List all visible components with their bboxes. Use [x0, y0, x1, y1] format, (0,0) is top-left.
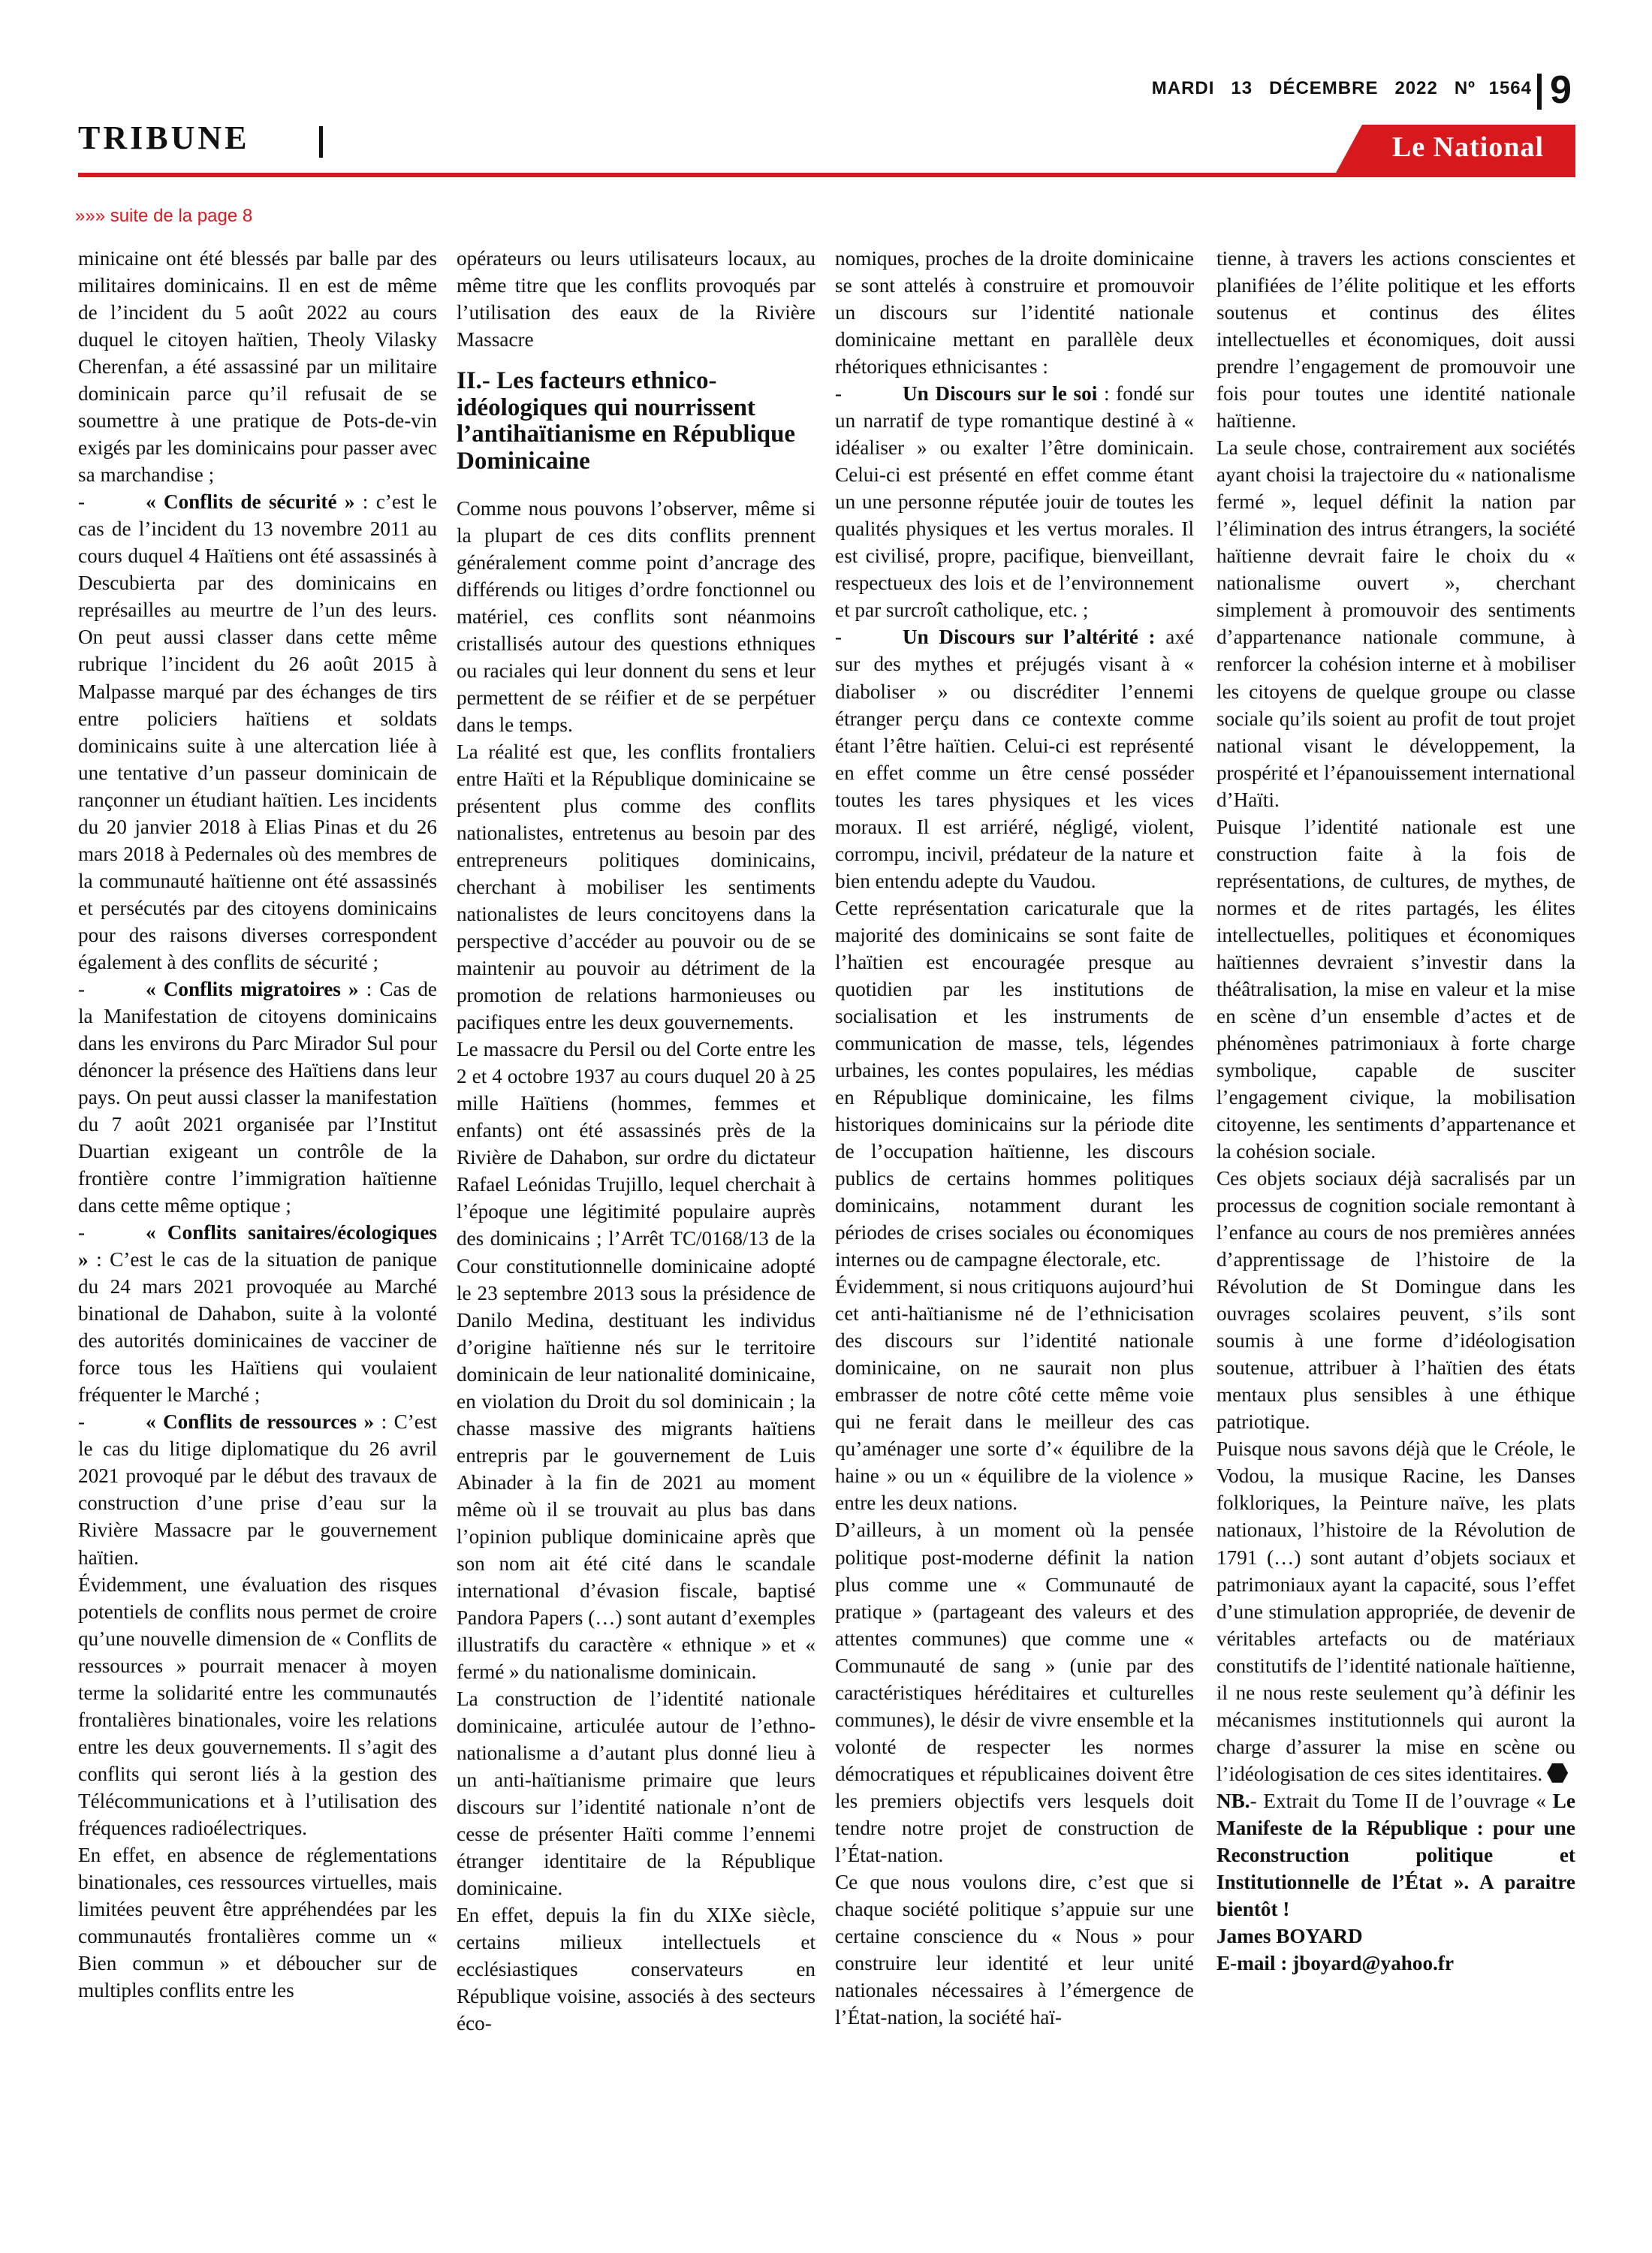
paragraph: La construction de l’identité nationale dominicaine, articulée autour de l’ethno-nationalisme a d’autant plus donné lieu à un anti-haïtianisme primaire que leurs discours sur l’identité nationale n’ont de cesse de présenter Haïti comme l’ennemi étranger identitaire de la République dominicaine. [457, 1687, 815, 1900]
continued-from-link[interactable]: »»» suite de la page 8 [75, 206, 253, 226]
paragraph-final: Puisque nous savons déjà que le Créole, le Vodou, la musique Racine, les Danses folkloriques, la Peinture naïve, les plats nationaux, l’histoire de la Révolution de 1791 (…) sont autant d’objets sociaux et patrimoniaux ayant la capacité, sous l’effet d’une stimulation appropriée, de devenir de véritables artefacts ou de matériaux constitutifs de l’identité nationale haïtienne, il ne nous reste seulement qu’à définir les mécanismes institutionnels qui auront la charge d’assurer la mise en scène ou l’idéologisation de ces sites identitaires. [1216, 1437, 1575, 1785]
book-title: Le Manifeste de la République : pour une Reconstruction politique et Institutionnelle de l’État ». A paraitre bientôt ! [1216, 1789, 1575, 1920]
paragraph: opérateurs ou leurs utilisateurs locaux, au même titre que les conflits provoqués par l’utilisation des eaux de la Rivière Massacre [457, 247, 815, 351]
bullet-self-discourse: - Un Discours sur le soi : fondé sur un narratif de type romantique destiné à « idéaliser » ou exalter l’être dominicain. Celui-ci est présenté en effet comme étant un une personne réputée jouir de toutes les qualités physiques et les vertus morales. Il est civilisé, propre, pacifique, bienveillant, respectueux des lois et de l’environnement et par surcroît catholique, etc. ; [835, 382, 1194, 622]
dateline [1051, 78, 1532, 99]
date-day: MARDI [1151, 78, 1215, 98]
bullet-label: « Conflits sanitaires/écologiques » [78, 1221, 437, 1271]
bullet-text: : C’est le cas de la situation de panique du 24 mars 2021 provoquée au Marché binational de Dahabon, suite à la volonté des autorités dominicaines de vacciner de force tous les Haïtiens qui voulaient fréquenter le Marché ; [78, 1248, 437, 1407]
article-column-2 [457, 245, 815, 2037]
article-column-3 [835, 245, 1194, 2031]
paragraph: minicaine ont été blessés par balle par des militaires dominicains. Il en est de même de l’incident du 5 août 2022 au cours duquel le citoyen haïtien, Theoly Vilasky Cherenfan, a été assassiné par un militaire dominicain parce qu’il refusait de se soumettre à une pratique de Pots-de-vin exigés par les dominicains pour passer avec sa marchandise ; [78, 247, 437, 487]
author-signature [1216, 1923, 1575, 1977]
section-heading: II.- Les facteurs ethnico-idéologiques qui nourrissent l’antihaïtianisme en République Dominicaine [457, 367, 796, 475]
author-email[interactable]: E-mail : jboyard@yahoo.fr [1216, 1951, 1455, 1974]
nb-note [1216, 1787, 1575, 1923]
paragraph: Cette représentation caricaturale que la majorité des dominicains se sont faite de l’haïtien est encouragée presque au quotidien par les institutions de socialisation et les instruments de communication de masse, tels, légendes urbaines, les contes populaires, les médias en République dominicaine, les films historiques dominicains sur la période dite de l’occupation haïtienne, les discours publics de certains hommes politiques dominicains, notamment durant les périodes de crises sociales ou économiques internes ou de campagne électorale, etc. [835, 896, 1194, 1271]
nb-text: - Extrait du Tome II de l’ouvrage « [1250, 1789, 1553, 1812]
header-rule [78, 173, 1575, 177]
brand-name: Le National [1391, 131, 1545, 163]
date-month: DÉCEMBRE [1269, 78, 1379, 98]
issue-number: Nº 1564 [1454, 78, 1532, 98]
bullet-security-conflicts: - « Conflits de sécurité » : c’est le cas de l’incident du 13 novembre 2011 au cours duquel 4 Haïtiens ont été assassinés à Descubierta par des dominicains en représailles au meurtre de l’un des leurs. On peut aussi classer dans cette même rubrique l’incident du 26 août 2015 à Malpasse marqué par des échanges de tirs entre policiers haïtiens et soldats dominicains suite à une altercation liée à une tentative d’un passeur dominicain de rançonner un étudiant haïtien. Les incidents du 20 janvier 2018 à Elias Pinas et du 26 mars 2018 à Pedernales où des membres de la communauté haïtienne ont été assassinés et persécutés par des citoyens dominicains pour des raisons diverses correspondent également à des conflits de sécurité ; [78, 490, 437, 973]
paragraph: Évidemment, si nous critiquons aujourd’hui cet anti-haïtianisme né de l’ethnicisation des discours sur l’identité nationale dominicaine, on ne saurait non plus embrasser de notre côté cette même voie qui ne ferait dans le meilleur des cas qu’aménager une sorte d’« équilibre de la haine » ou un « équilibre de la violence » entre les deux nations. [835, 1275, 1194, 1515]
paragraph: En effet, depuis la fin du XIXe siècle, certains milieux intellectuels et ecclésiastiques conservateurs en République voisine, associés à des secteurs éco- [457, 1904, 815, 2035]
paragraph: tienne, à travers les actions conscientes et planifiées de l’élite politique et les efforts soutenus et continus des élites intellectuelles et économiques, doit aussi prendre l’engagement de promouvoir une fois pour toutes une identité nationale haïtienne. [1216, 247, 1575, 433]
bullet-label: Un Discours sur l’altérité : [903, 626, 1156, 649]
bullet-label: Un Discours sur le soi [903, 382, 1098, 406]
nb-label: NB. [1216, 1789, 1250, 1812]
author-name: James BOYARD [1216, 1924, 1363, 1947]
bullet-text: : c’est le cas de l’incident du 13 novembre 2011 au cours duquel 4 Haïtiens ont été assassinés à Descubierta par des dominicains en représailles au meurtre de l’un des leurs. On peut aussi classer dans cette même rubrique l’incident du 26 août 2015 à Malpasse marqué par des échanges de tirs entre policiers haïtiens et soldats dominicains suite à une altercation liée à une tentative d’un passeur dominicain de rançonner un étudiant haïtien. Les incidents du 20 janvier 2018 à Elias Pinas et du 26 mars 2018 à Pedernales où des membres de la communauté haïtienne ont été assassinés et persécutés par des citoyens dominicains pour des raisons diverses correspondent également à des conflits de sécurité ; [78, 490, 437, 973]
paragraph: Comme nous pouvons l’observer, même si la plupart de ces dits conflits prennent généralement comme point d’ancrage des différends ou litiges d’ordre fonctionnel ou matériel, ces conflits sont néanmoins cristallisés autour des questions ethniques ou raciales qui leur donnent du sens et leur permettent de se réifier et de se perpétuer dans le temps. [457, 496, 815, 736]
paragraph: Ce que nous voulons dire, c’est que si chaque société politique s’appuie sur une certaine conscience du « Nous » pour construire leur identité et leur unité nationales nécessaires à l’émergence de l’État-nation, la société haï- [835, 1870, 1194, 2029]
bullet-text: : C’est le cas du litige diplomatique du 26 avril 2021 provoqué par le début des travaux de construction d’une prise d’eau sur la Rivière Massacre par le gouvernement haïtien. [78, 1410, 437, 1569]
bullet-text: : fondé sur un narratif de type romantique destiné à « idéaliser » ou exalter l’être dominicain. Celui-ci est présenté en effet comme étant un une personne réputée jouir de toutes les qualités physiques et les vertus morales. Il est civilisé, propre, pacifique, bienveillant, respectueux des lois et de l’environnement et par surcroît catholique, etc. ; [835, 382, 1194, 622]
page-number: 9 [1550, 68, 1572, 112]
article-column-4 [1216, 245, 1575, 1977]
end-of-article-icon [1547, 1763, 1568, 1783]
date-number: 13 [1231, 78, 1253, 98]
paragraph: Évidemment, une évaluation des risques potentiels de conflits nous permet de croire qu’une nouvelle dimension de « Conflits de ressources » pourrait menacer à moyen terme la solidarité entre les communautés frontalières binationales, voire les relations entre les deux gouvernements. Il s’agit des conflits qui seront liés à la gestion des Télécommunications et à l’utilisation des fréquences radioélectriques. [78, 1573, 437, 1839]
bullet-label: « Conflits de ressources » [146, 1410, 375, 1434]
bullet-label: « Conflits migratoires » [146, 977, 359, 1000]
section-title-bar [319, 126, 323, 158]
bullet-migration-conflicts: - « Conflits migratoires » : Cas de la Manifestation de citoyens dominicains dans les environs du Parc Mirador Sul pour dénoncer la présence des Haïtiens dans leur pays. On peut aussi classer la manifestation du 7 août 2021 organisée par l’Institut Duartian exigeant un contrôle de la frontière contre l’immigration haïtienne dans cette même optique ; [78, 977, 437, 1217]
paragraph: nomiques, proches de la droite dominicaine se sont attelés à construire et promouvoir un discours sur l’identité nationale dominicaine mettant en parallèle deux rhétoriques ethnicisantes : [835, 247, 1194, 379]
article-column-1 [78, 245, 437, 2004]
bullet-resource-conflicts: - « Conflits de ressources » : C’est le cas du litige diplomatique du 26 avril 2021 provoqué par le début des travaux de construction d’une prise d’eau sur la Rivière Massacre par le gouvernement haïtien. [78, 1410, 437, 1569]
paragraph: D’ailleurs, à un moment où la pensée politique post-moderne définit la nation plus comme une « Communauté de pratique » (partageant des valeurs et des attentes communes) que comme une « Communauté de sang » (unie par des caractéristiques héréditaires et culturelles communes), le désir de vivre ensemble et la volonté de respecter les normes démocratiques et républicaines doivent être les premiers objectifs vers lesquels doit tendre notre projet de construction de l’État-nation. [835, 1519, 1194, 1866]
paragraph: Puisque l’identité nationale est une construction faite à la fois de représentations, de cultures, de mythes, de normes et de rites partagés, les élites intellectuelles, politiques et économiques haïtiennes devraient s’investir dans la théâtralisation, la mise en valeur et la mise en scène d’un ensemble d’actes et de phénomènes patrimoniaux à forte charge symbolique, capable de susciter l’engagement civique, la mobilisation citoyenne, les sentiments d’appartenance et la cohésion sociale. [1216, 815, 1575, 1163]
paragraph: Ces objets sociaux déjà sacralisés par un processus de cognition sociale remontant à l’enfance au cours de nos premières années d’apprentissage de l’histoire de la Révolution de St Domingue dans les ouvrages scolaires peuvent, s’ils sont soumis à une forme d’idéologisation soutenue, attribuer à l’haïtien des états mentaux plus sensibles à une éthique patriotique. [1216, 1167, 1575, 1434]
paragraph: Le massacre du Persil ou del Corte entre les 2 et 4 octobre 1937 au cours duquel 20 à 25 mille Haïtiens (hommes, femmes et enfants) ont été assassinés près de la Rivière de Dahabon, sur ordre du dictateur Rafael Leónidas Trujillo, lequel cherchait à l’époque une légitimité populaire auprès des dominicains ; l’Arrêt TC/0168/13 de la Cour constitutionnelle dominicaine adopté le 23 septembre 2013 sous la présidence de Danilo Medina, destituant les individus d’origine haïtienne nés sur le territoire dominicain de leur nationalité dominicaine, en violation du Droit du sol dominicain ; la chasse massive des migrants haïtiens entrepris par le gouvernement de Luis Abinader à la fin de 2021 au moment même où il se trouvait au plus bas dans l’opinion publique dominicaine après que son nom ait été cité dans le scandale international d’évasion fiscale, baptisé Pandora Papers (…) sont autant d’exemples illustratifs du caractère « ethnique » et « fermé » du nationalisme dominicain. [457, 1038, 815, 1683]
bullet-sanitary-conflicts: - « Conflits sanitaires/écologiques » : C’est le cas de la situation de panique du 24 mars 2021 provoquée au Marché binational de Dahabon, suite à la volonté des autorités dominicaines de vacciner de force tous les Haïtiens qui voulaient fréquenter le Marché ; [78, 1221, 437, 1407]
paragraph: La seule chose, contrairement aux sociétés ayant choisi la trajectoire du « nationalisme fermé », lequel définit la nation par l’élimination des intrus étrangers, la société haïtienne devrait faire le choix du « nationalisme ouvert », cherchant simplement à promouvoir des sentiments d’appartenance nationale commune, à renforcer la cohésion interne et à mobiliser les citoyens de quelque groupe ou classe sociale qu’ils soient au profit de tout projet national visant le développement, la prospérité et l’épanouissement international d’Haïti. [1216, 436, 1575, 811]
paragraph: La réalité est que, les conflits frontaliers entre Haïti et la République dominicaine se présentent plus comme des conflits nationalistes, entretenus au besoin par des entrepreneurs politiques dominicains, cherchant à mobiliser les sentiments nationalistes de leurs concitoyens dans la perspective d’accéder au pouvoir ou de se maintenir au pouvoir au détriment de la promotion de relations harmonieuses ou pacifiques entre les deux gouvernements. [457, 740, 815, 1034]
paragraph: En effet, en absence de réglementations binationales, ces ressources virtuelles, mais limitées peuvent être appréhendées par les communautés frontalières comme un « Bien commun » et déboucher sur de multiples conflits entre les [78, 1843, 437, 2001]
date-year: 2022 [1394, 78, 1438, 98]
page-number-separator [1537, 74, 1542, 110]
bullet-text: : Cas de la Manifestation de citoyens dominicains dans les environs du Parc Mirador Sul pour dénoncer la présence des Haïtiens dans leur pays. On peut aussi classer la manifestation du 7 août 2021 organisée par l’Institut Duartian exigeant un contrôle de la frontière contre l’immigration haïtienne dans cette même optique ; [78, 977, 437, 1217]
bullet-label: « Conflits de sécurité » [146, 490, 355, 514]
section-title: TRIBUNE [78, 119, 250, 156]
bullet-text: axé sur des mythes et préjugés visant à « diaboliser » ou discréditer l’ennemi étranger perçu dans ce contexte comme étant l’être haïtien. Celui-ci est représenté en effet comme un être censé posséder toutes les tares physiques et les vices moraux. Il est arriéré, négligé, violent, corrompu, incivil, prédateur de la nature et bien entendu adepte du Vaudou. [835, 626, 1194, 892]
bullet-otherness-discourse: - Un Discours sur l’altérité : axé sur des mythes et préjugés visant à « diaboliser » ou discréditer l’ennemi étranger perçu dans ce contexte comme étant l’être haïtien. Celui-ci est représenté en effet comme un être censé posséder toutes les tares physiques et les vices moraux. Il est arriéré, négligé, violent, corrompu, incivil, prédateur de la nature et bien entendu adepte du Vaudou. [835, 626, 1194, 892]
